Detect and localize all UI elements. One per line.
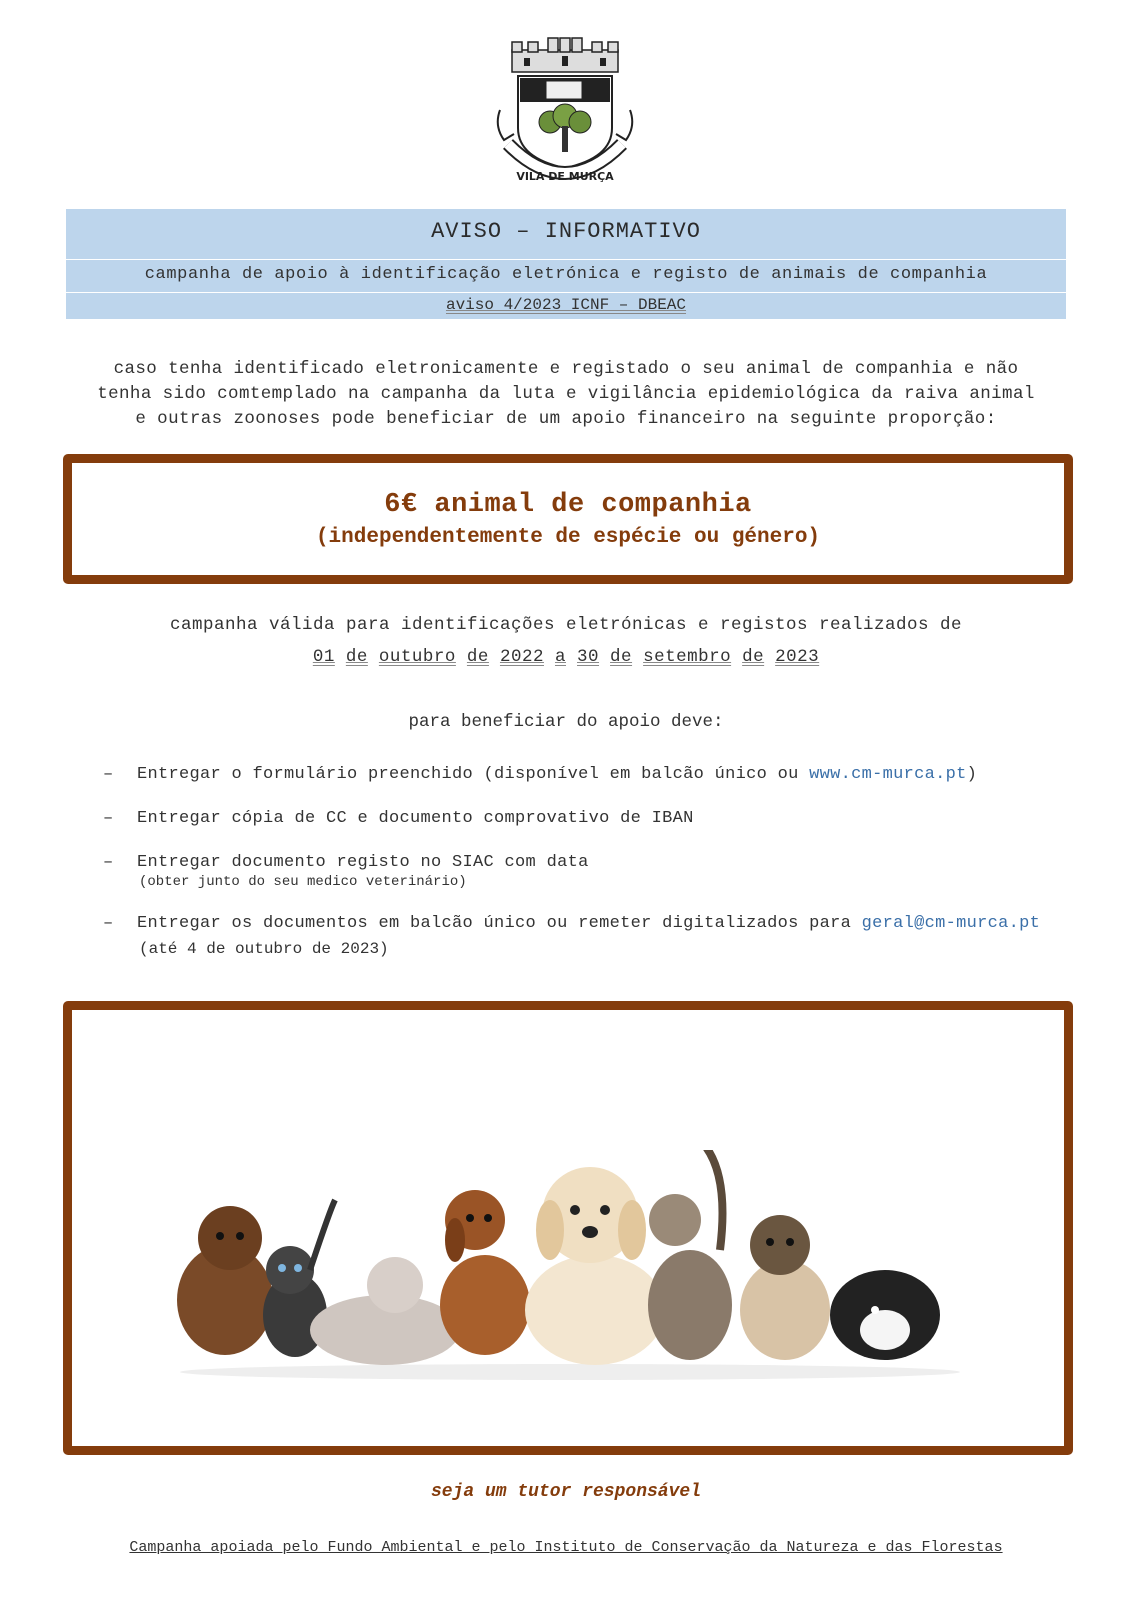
- footer-credit: [66, 1539, 1066, 1556]
- bulldog-image: [740, 1215, 830, 1360]
- date-word: 2023: [775, 647, 820, 667]
- municipal-crest-logo: [490, 36, 640, 192]
- date-word: 01: [312, 647, 335, 667]
- tagline: seja um tutor responsável: [430, 1482, 702, 1502]
- offer-detail: (independentemente de espécie ou género): [315, 526, 821, 549]
- intro-line: caso tenha identificado eletronicamente e registado o seu animal de companhia e não: [113, 359, 1019, 379]
- date-word: de: [610, 647, 633, 667]
- step-4-text: Entregar os documentos em balcão único ou remeter digitalizados para: [137, 914, 862, 933]
- step-1-end: ): [966, 765, 978, 784]
- date-word: de: [466, 647, 489, 667]
- date-word: a: [554, 647, 566, 667]
- pets-photo: [170, 1150, 970, 1380]
- footer-credit-text: Campanha apoiada pelo Fundo Ambiental e pelo Instituto de Conservação da Natureza e das Florestas: [129, 1539, 1003, 1556]
- list-item: Entregar documento registo no SIAC com data: [137, 853, 589, 872]
- website-link[interactable]: www.cm-murca.pt: [809, 765, 967, 784]
- crest-ribbon-text: VILA DE MURÇA: [516, 170, 614, 183]
- date-word: 2022: [499, 647, 544, 667]
- validity-dates: [66, 647, 1066, 667]
- step-4-note: (até 4 de outubro de 2023): [139, 940, 389, 958]
- dachshund-image: [440, 1190, 530, 1355]
- date-word: de: [345, 647, 368, 667]
- list-item: [137, 765, 977, 784]
- list-bullet: –: [103, 809, 114, 828]
- notice-reference: [66, 293, 1066, 319]
- cat-image: [310, 1257, 460, 1365]
- date-word: setembro: [643, 647, 732, 667]
- list-bullet: –: [103, 853, 114, 872]
- benefit-heading: para beneficiar do apoio deve:: [408, 712, 724, 732]
- list-bullet: –: [103, 765, 114, 784]
- list-item: Entregar cópia de CC e documento comprovativo de IBAN: [137, 809, 694, 828]
- date-word: de: [742, 647, 765, 667]
- intro-paragraph: [66, 357, 1066, 432]
- offer-amount: 6€ animal de companhia: [384, 490, 752, 520]
- list-bullet: –: [103, 914, 114, 933]
- retriever-image: [525, 1167, 665, 1365]
- list-item: [137, 914, 1040, 933]
- puppy-image: [177, 1206, 273, 1355]
- email-link[interactable]: geral@cm-murca.pt: [861, 914, 1041, 933]
- tabby-kitten-image: [648, 1150, 732, 1360]
- intro-line: tenha sido comtemplado na campanha da luta e vigilância epidemiológica da raiva animal: [97, 384, 1035, 404]
- intro-line: e outras zoonoses pode beneficiar de um apoio financeiro na seguinte proporção:: [135, 409, 997, 429]
- step-3-note: (obter junto do seu medico veterinário): [139, 874, 467, 890]
- validity-text: campanha válida para identificações eletrónicas e registos realizados de: [169, 615, 963, 635]
- notice-reference-text: aviso 4/2023 ICNF – DBEAC: [445, 296, 687, 314]
- step-1-text: Entregar o formulário preenchido (disponível em balcão único ou: [137, 765, 810, 784]
- campaign-subtitle: campanha de apoio à identificação eletrónica e registo de animais de companhia: [66, 260, 1066, 292]
- date-word: 30: [577, 647, 600, 667]
- date-word: outubro: [378, 647, 456, 667]
- notice-title: AVISO – INFORMATIVO: [66, 209, 1066, 259]
- puppy-bw-image: [830, 1270, 940, 1360]
